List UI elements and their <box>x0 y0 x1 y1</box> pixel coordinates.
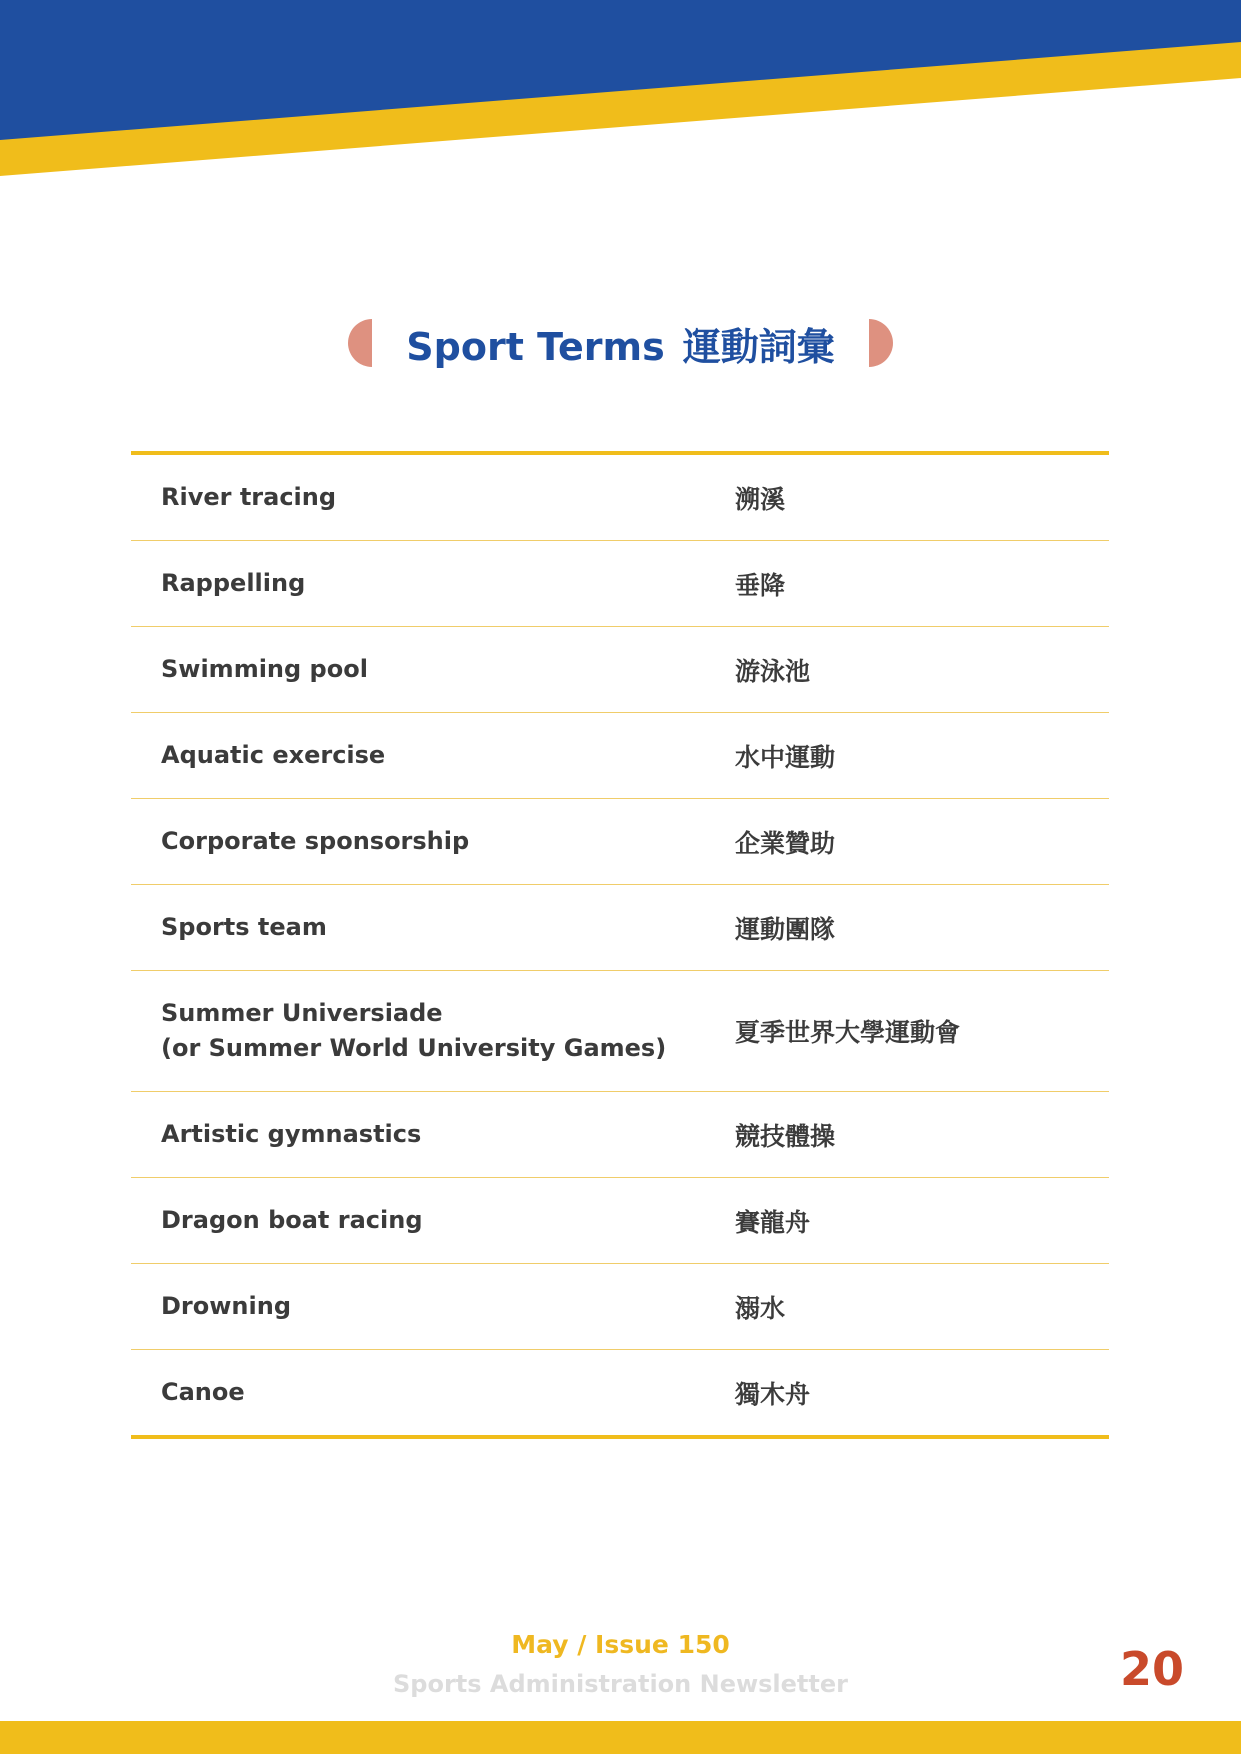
term-chinese: 運動團隊 <box>735 914 836 944</box>
bottom-bar <box>0 1721 1241 1754</box>
term-chinese: 競技體操 <box>735 1121 836 1151</box>
table-row <box>131 971 1109 1092</box>
term-english-line: Swimming pool <box>161 655 368 683</box>
term-english <box>131 824 735 859</box>
table-row <box>131 799 1109 885</box>
term-english-line: Summer Universiade <box>161 999 443 1027</box>
term-chinese: 水中運動 <box>735 742 836 772</box>
term-english <box>131 738 735 773</box>
term-english <box>131 1375 735 1410</box>
term-chinese: 夏季世界大學運動會 <box>735 1018 961 1047</box>
page-title-en: Sport Terms <box>406 324 665 369</box>
left-semicircle-decoration <box>348 319 372 367</box>
term-chinese: 企業贊助 <box>735 828 836 858</box>
page-number: 20 <box>1119 1642 1184 1696</box>
term-english <box>131 910 735 945</box>
term-chinese: 游泳池 <box>735 656 811 686</box>
term-english-line: Sports team <box>161 913 327 941</box>
table-row <box>131 1092 1109 1178</box>
term-english-line: River tracing <box>161 483 337 511</box>
page-title <box>406 316 834 371</box>
term-english <box>131 652 735 687</box>
table-row <box>131 541 1109 627</box>
term-english-line: Artistic gymnastics <box>161 1120 422 1148</box>
table-row <box>131 1350 1109 1435</box>
table-row <box>131 1178 1109 1264</box>
term-english <box>131 1203 735 1238</box>
footer-issue: May / Issue 150 <box>511 1630 730 1659</box>
term-english-line: Dragon boat racing <box>161 1206 423 1234</box>
top-banner <box>0 0 1241 180</box>
term-chinese: 賽龍舟 <box>735 1207 811 1237</box>
term-english <box>131 1289 735 1324</box>
table-row <box>131 627 1109 713</box>
term-english <box>131 480 735 515</box>
footer-newsletter-name: Sports Administration Newsletter <box>392 1670 848 1698</box>
term-chinese: 獨木舟 <box>735 1379 811 1409</box>
term-english-line: Aquatic exercise <box>161 741 386 769</box>
table-row <box>131 713 1109 799</box>
term-english <box>131 1117 735 1152</box>
term-english-line: (or Summer World University Games) <box>161 1034 667 1062</box>
table-row <box>131 1264 1109 1350</box>
term-english <box>131 996 735 1066</box>
sport-terms-table <box>131 451 1109 1439</box>
term-english-line: Rappelling <box>161 569 306 597</box>
right-semicircle-decoration <box>869 319 893 367</box>
term-english-line: Drowning <box>161 1292 291 1320</box>
term-english <box>131 566 735 601</box>
term-english-line: Canoe <box>161 1378 245 1406</box>
page-title-block <box>0 312 1241 374</box>
table-row <box>131 455 1109 541</box>
term-english-line: Corporate sponsorship <box>161 827 470 855</box>
table-row <box>131 885 1109 971</box>
term-chinese: 溯溪 <box>735 484 786 514</box>
term-chinese: 溺水 <box>735 1293 786 1323</box>
term-chinese: 垂降 <box>735 570 786 600</box>
page-title-zh: 運動詞彙 <box>682 324 835 369</box>
